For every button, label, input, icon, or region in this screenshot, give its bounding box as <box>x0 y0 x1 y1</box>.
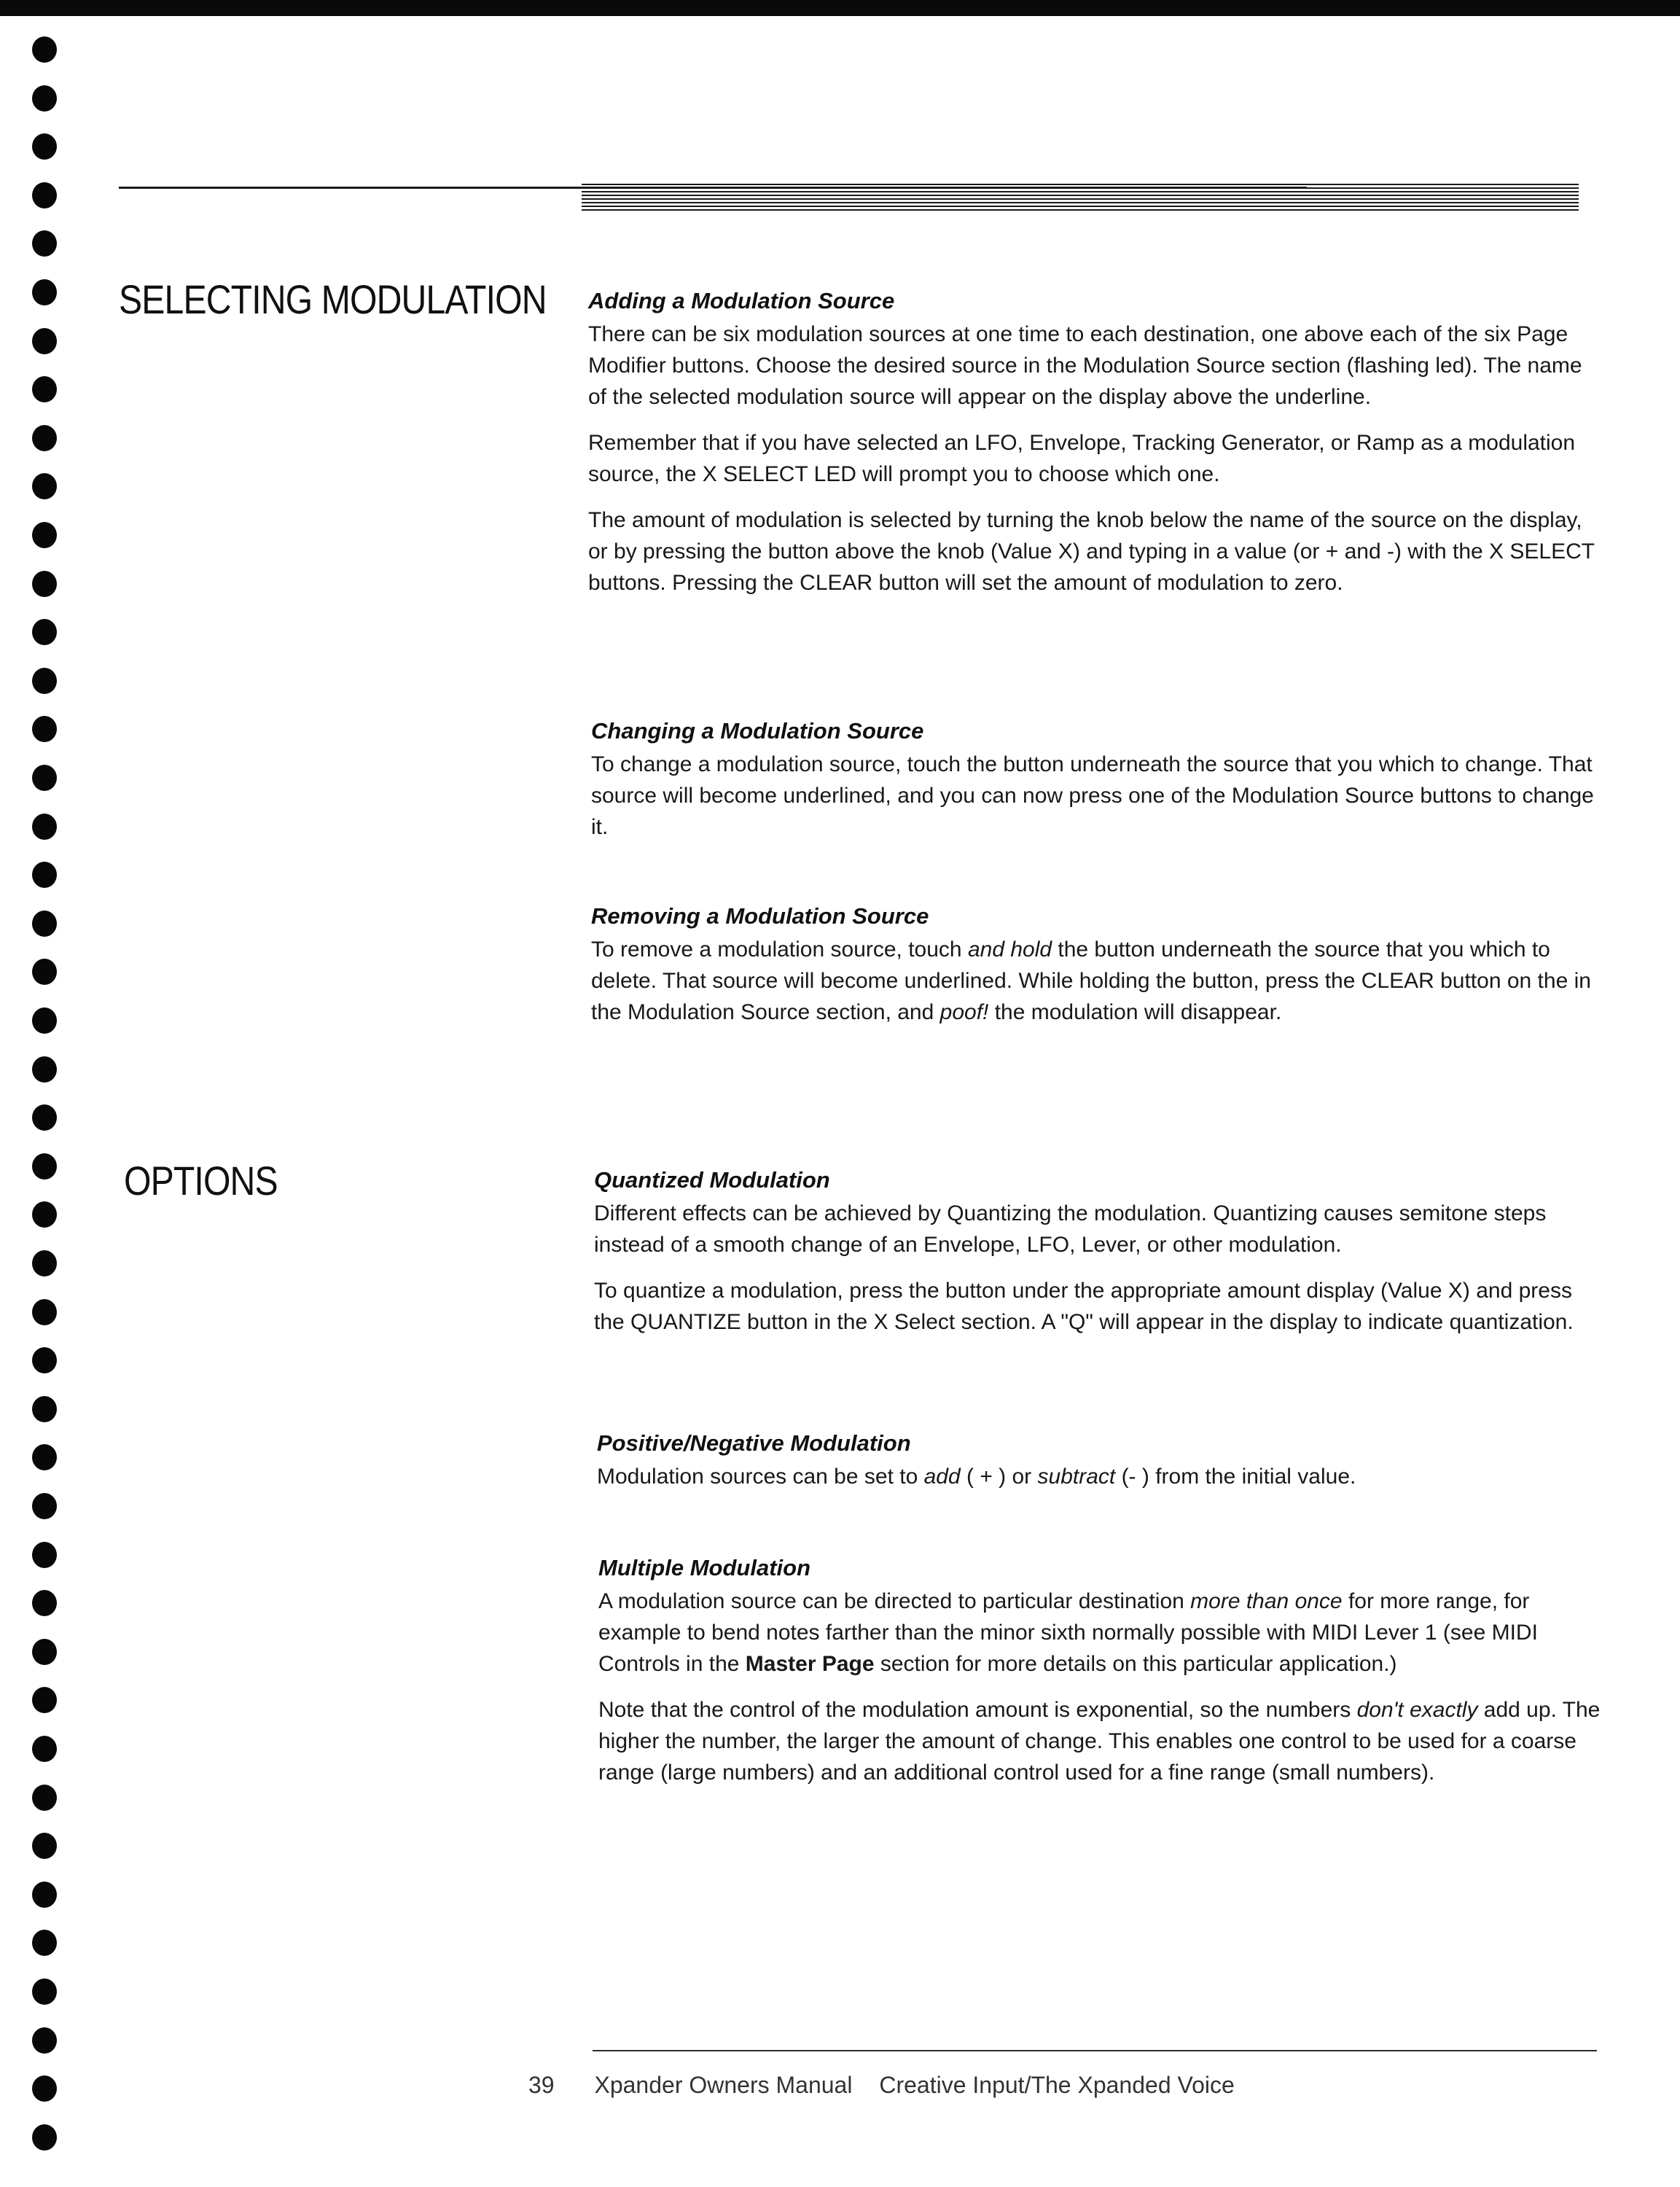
binding-hole <box>32 1104 57 1131</box>
binding-hole <box>32 1347 57 1373</box>
binding-hole <box>32 1444 57 1470</box>
binding-hole <box>32 716 57 742</box>
binding-holes <box>32 36 61 2151</box>
binding-hole <box>32 2027 57 2054</box>
section-title-options: OPTIONS <box>124 1158 278 1204</box>
block-removing-modulation-source <box>591 903 1604 1042</box>
binding-hole <box>32 1007 57 1034</box>
binding-hole <box>32 1396 57 1422</box>
paragraph: Modulation sources can be set to add ( + ) or subtract (- ) from the initial value. <box>597 1465 1356 1489</box>
paragraph: To remove a modulation source, touch and hold the button underneath the source that you which to delete. That source will become underlined. While holding the button, press the CLEAR button on the in the Modulation Source section, and poof! the modulation will disappear. <box>591 937 1591 1024</box>
paragraph: To quantize a modulation, press the button under the appropriate amount display (Value X) and press the QUANTIZE button in the X Select section. A "Q" will appear in the display to indicate quantization. <box>594 1279 1574 1334</box>
paragraph: A modulation source can be directed to particular destination more than once for more range, for example to bend notes farther than the minor sixth normally possible with MIDI Lever 1 (see MIDI Controls in the Master Page section for more details on this particular application.) <box>598 1589 1538 1676</box>
binding-hole <box>32 2124 57 2151</box>
binding-hole <box>32 2075 57 2102</box>
binding-hole <box>32 1882 57 1908</box>
paragraph: To change a modulation source, touch the button underneath the source that you which to change. That source will become underlined, and you can now press one of the Modulation Source buttons to change it. <box>591 752 1594 839</box>
block-adding-modulation-source <box>588 288 1601 613</box>
block-heading: Quantized Modulation <box>594 1167 830 1193</box>
binding-hole <box>32 1979 57 2005</box>
binding-hole <box>32 959 57 985</box>
paragraph: Note that the control of the modulation amount is exponential, so the numbers don't exactly add up. The higher the number, the larger the amount of change. This enables one control to be used for a coarse range (large numbers) and an additional control used for a fine range (small numbers). <box>598 1698 1601 1785</box>
paragraph: There can be six modulation sources at one time to each destination, one above each of the six Page Modifier buttons. Choose the desired source in the Modulation Source section (flashing led). The name of the selected modulation source will appear on the display above the underline. <box>588 322 1582 409</box>
binding-hole <box>32 619 57 645</box>
binding-hole <box>32 1153 57 1180</box>
header-stripes <box>582 184 1579 220</box>
binding-hole <box>32 1833 57 1859</box>
binding-hole <box>32 814 57 840</box>
block-heading: Adding a Modulation Source <box>588 288 895 313</box>
binding-hole <box>32 1930 57 1956</box>
binding-hole <box>32 36 57 63</box>
block-heading: Removing a Modulation Source <box>591 903 929 929</box>
scan-top-edge <box>0 0 1680 16</box>
footer-rule <box>593 2050 1597 2051</box>
binding-hole <box>32 1590 57 1616</box>
binding-hole <box>32 522 57 548</box>
binding-hole <box>32 1493 57 1519</box>
binding-hole <box>32 862 57 888</box>
binding-hole <box>32 230 57 257</box>
block-heading: Changing a Modulation Source <box>591 718 924 744</box>
binding-hole <box>32 765 57 791</box>
binding-hole <box>32 425 57 451</box>
chapter-title: Creative Input/The Xpanded Voice <box>879 2072 1235 2098</box>
block-quantized-modulation <box>594 1167 1607 1352</box>
binding-hole <box>32 1201 57 1228</box>
binding-hole <box>32 1542 57 1568</box>
paragraph: The amount of modulation is selected by turning the knob below the name of the source on the display, or by pressing the button above the knob (Value X) and typing in a value (or + and -) with the X SELECT buttons. Pressing the CLEAR button will set the amount of modulation to zero. <box>588 508 1595 595</box>
binding-hole <box>32 1639 57 1665</box>
binding-hole <box>32 1056 57 1083</box>
page-number: 39 <box>528 2072 555 2098</box>
block-multiple-modulation <box>598 1555 1611 1803</box>
binding-hole <box>32 1785 57 1811</box>
section-title-selecting-modulation: SELECTING MODULATION <box>119 276 547 322</box>
binding-hole <box>32 911 57 937</box>
binding-hole <box>32 133 57 160</box>
binding-hole <box>32 473 57 499</box>
binding-hole <box>32 571 57 597</box>
binding-hole <box>32 182 57 208</box>
binding-hole <box>32 668 57 694</box>
block-changing-modulation-source <box>591 718 1604 857</box>
paragraph: Different effects can be achieved by Quantizing the modulation. Quantizing causes semitone steps instead of a smooth change of an Envelope, LFO, Lever, or other modulation. <box>594 1201 1547 1257</box>
binding-hole <box>32 328 57 354</box>
binding-hole <box>32 1250 57 1276</box>
binding-hole <box>32 1736 57 1762</box>
binding-hole <box>32 1299 57 1325</box>
block-heading: Positive/Negative Modulation <box>597 1430 911 1456</box>
binding-hole <box>32 85 57 112</box>
binding-hole <box>32 1687 57 1713</box>
block-heading: Multiple Modulation <box>598 1555 811 1580</box>
page-footer <box>528 2072 1235 2099</box>
paragraph: Remember that if you have selected an LFO, Envelope, Tracking Generator, or Ramp as a modulation source, the X SELECT LED will prompt you to choose which one. <box>588 431 1576 486</box>
block-positive-negative-modulation <box>597 1430 1610 1507</box>
binding-hole <box>32 376 57 402</box>
binding-hole <box>32 279 57 305</box>
manual-title: Xpander Owners Manual <box>594 2072 853 2098</box>
